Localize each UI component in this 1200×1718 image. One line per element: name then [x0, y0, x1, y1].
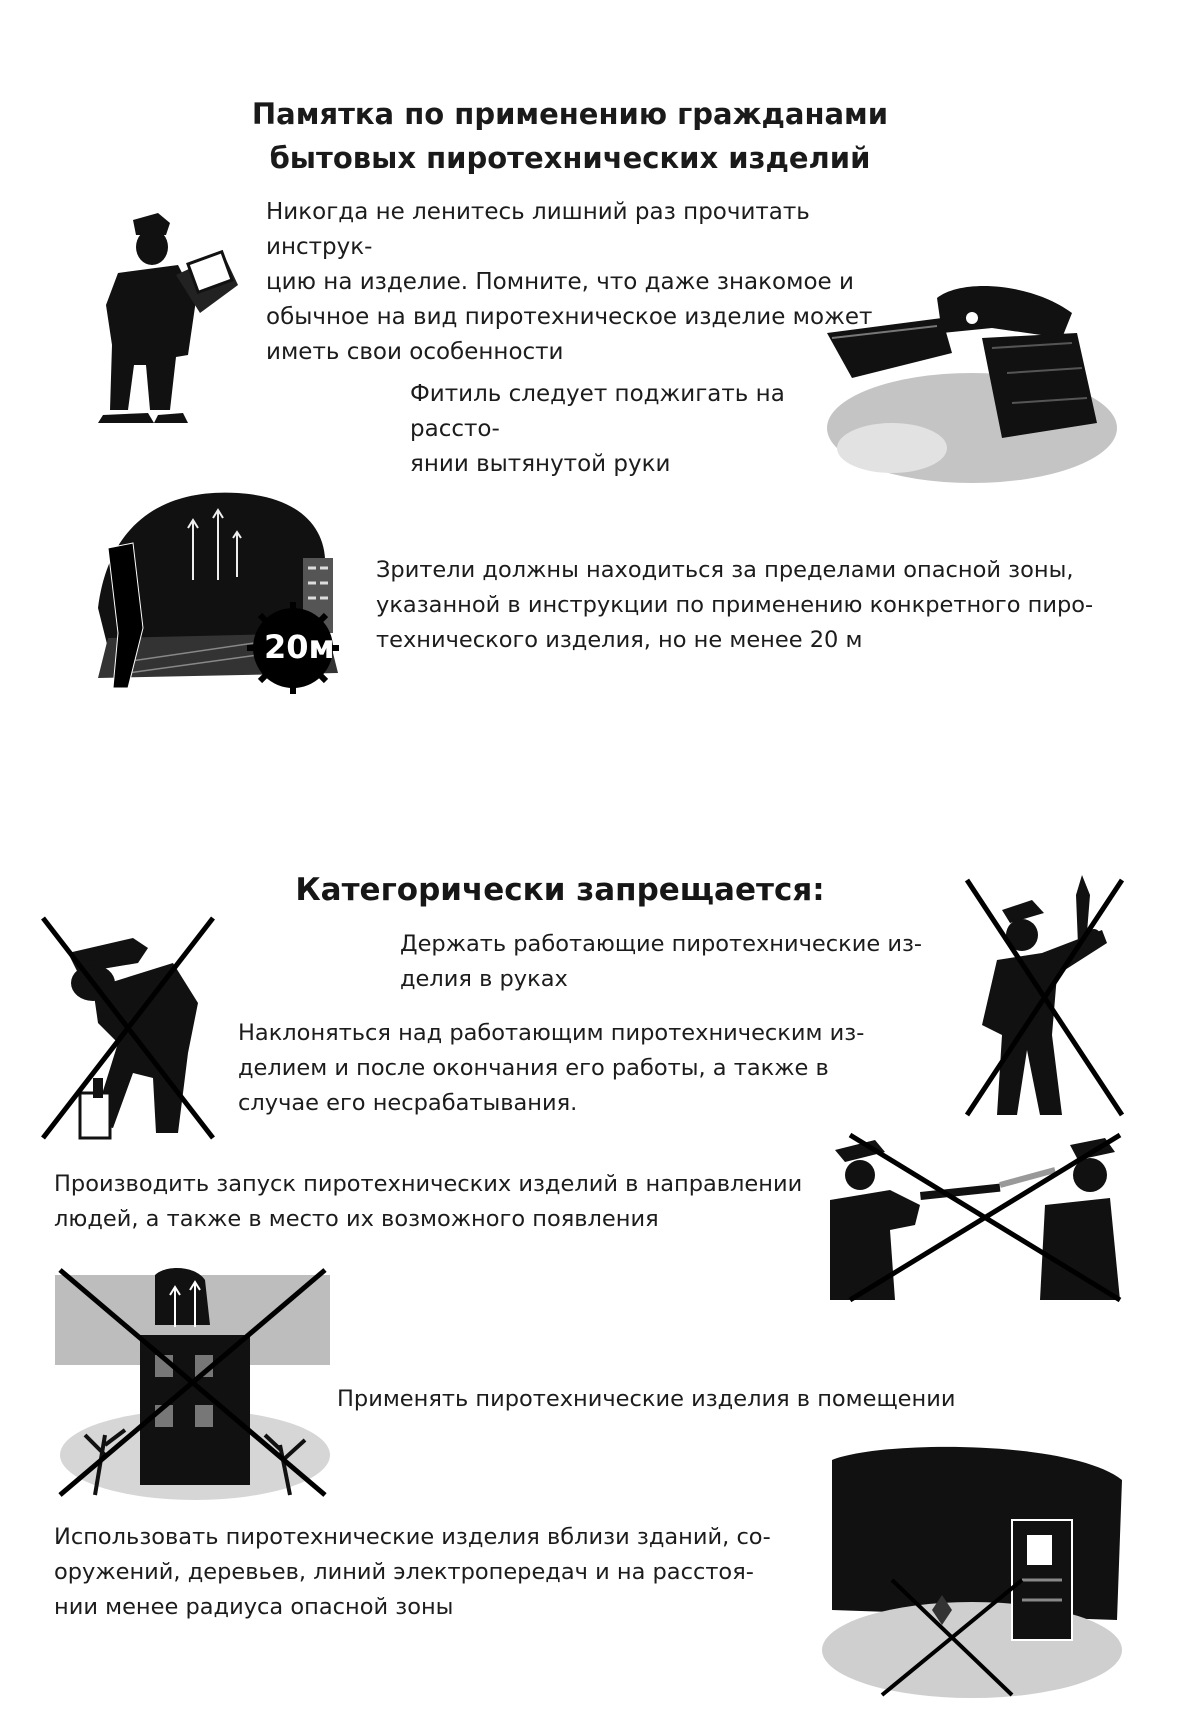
crossed-burning-building-icon	[55, 1265, 330, 1500]
text-line: оружений, деревьев, линий электропередач и на расстоя-	[54, 1559, 754, 1585]
distance-badge: 20м	[264, 628, 335, 666]
text-line: Наклоняться над работающим пиротехническим из-	[238, 1020, 865, 1046]
text-line: Никогда не ленитесь лишний раз прочитать инструк-	[266, 199, 810, 260]
text-line: Зрители должны находиться за пределами опасной зоны,	[376, 557, 1074, 583]
text-line: иметь свои особенности	[266, 339, 564, 365]
page-title	[180, 92, 960, 180]
prohibited-heading: Категорически запрещается:	[295, 872, 825, 908]
text-line: делием и после окончания его работы, а также в	[238, 1055, 829, 1081]
text-line: цию на изделие. Помните, что даже знакомое и	[266, 269, 854, 295]
near-buildings-icon	[822, 1440, 1127, 1700]
crossed-aiming-at-people-icon	[820, 1130, 1125, 1305]
lean-over-text	[238, 1016, 888, 1121]
spectators-distance-icon	[88, 488, 363, 698]
aim-at-people-text	[54, 1167, 834, 1237]
text-line: Держать работающие пиротехнические из-	[400, 931, 923, 957]
hold-in-hands-text	[400, 927, 940, 997]
text-line: янии вытянутой руки	[410, 451, 671, 477]
text-line: делия в руках	[400, 966, 568, 992]
crossed-person-leaning-icon	[38, 913, 218, 1143]
near-buildings-text	[54, 1520, 789, 1625]
text-line: нии менее радиуса опасной зоны	[54, 1594, 454, 1620]
spectators-text	[376, 553, 1131, 658]
text-line: Фитиль следует поджигать на рассто-	[410, 381, 785, 442]
text-line: Использовать пиротехнические изделия вблизи зданий, со-	[54, 1524, 771, 1550]
fuse-distance-text	[410, 377, 880, 482]
text-line: технического изделия, но не менее 20 м	[376, 627, 863, 653]
text-line: указанной в инструкции по применению конкретного пиро-	[376, 592, 1094, 618]
person-reading-instructions-icon	[88, 205, 238, 425]
text-line: Производить запуск пиротехнических изделий в направлении	[54, 1171, 803, 1197]
text-line: обычное на вид пиротехническое изделие может	[266, 304, 873, 330]
text-line: людей, а также в место их возможного появления	[54, 1206, 659, 1232]
crossed-person-holding-firework-icon	[962, 875, 1127, 1120]
title-line-2: бытовых пиротехнических изделий	[269, 141, 871, 175]
read-instructions-text	[266, 195, 916, 370]
text-line: случае его несрабатывания.	[238, 1090, 578, 1116]
title-line-1: Памятка по применению гражданами	[251, 97, 889, 131]
indoors-text: Применять пиротехнические изделия в помещении	[337, 1386, 956, 1412]
